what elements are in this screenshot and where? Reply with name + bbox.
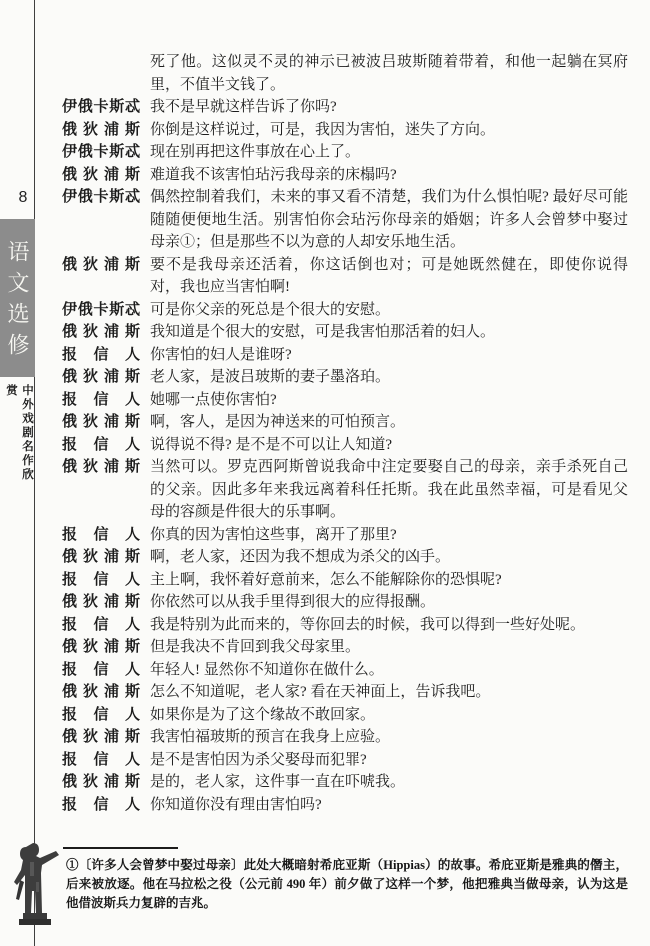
footnote-text: ①〔许多人会曾梦中娶过母亲〕此处大概暗射希庇亚斯（Hippias）的故事。希庇亚斯是雅典的僭主，后来被放逐。他在马拉松之役（公元前 490 年）前夕做了这样一个梦，他把雅典当做母亲，认为这是他借波斯兵力复辟的吉兆。 <box>66 858 628 910</box>
dialogue-text: 我不是早就这样告诉了你吗? <box>150 99 337 115</box>
dialogue-row <box>62 771 628 794</box>
speaker-name: 俄狄浦斯 <box>62 593 140 610</box>
dialogue-text: 是的，老人家，这件事一直在吓唬我。 <box>150 774 406 790</box>
speaker-name: 俄狄浦斯 <box>62 165 140 183</box>
dialogue-row <box>62 186 628 254</box>
dialogue-text: 偶然控制着我们，未来的事又看不清楚，我们为什么惧怕呢? 最好尽可能随随便便地生活。别害怕你会玷污你母亲的婚姻；许多人会曾梦中娶过母亲①；但是那些不以为意的人却安乐地生活。 <box>150 189 628 250</box>
dialogue-text: 当然可以。罗克西阿斯曾说我命中注定要娶自己的母亲，亲手杀死自己的父亲。因此多年来我远离着科任托斯。我在此虽然幸福，可是看见父母的容颜是件很大的乐事啊。 <box>150 459 628 520</box>
speaker-name: 俄狄浦斯 <box>62 368 140 385</box>
dialogue-text: 主上啊，我怀着好意前来，怎么不能解除你的恐惧呢? <box>150 571 502 588</box>
speaker-name: 报信人 <box>62 525 140 543</box>
dialogue-row <box>62 726 628 749</box>
dialogue-row <box>62 456 628 524</box>
dialogue-row <box>62 659 628 682</box>
dialogue-text: 我害怕福玻斯的预言在我身上应验。 <box>150 729 391 745</box>
dialogue-row <box>62 614 628 637</box>
dialogue-row <box>62 51 628 96</box>
dialogue-text: 你倒是这样说过，可是，我因为害怕，迷失了方向。 <box>150 121 496 138</box>
dialogue-text: 说得说不得? 是不是不可以让人知道? <box>150 436 393 453</box>
speaker-name: 伊俄卡斯忒 <box>62 188 140 205</box>
speaker-name: 俄狄浦斯 <box>62 728 140 745</box>
dialogue-row <box>62 321 628 344</box>
speaker-name: 俄狄浦斯 <box>62 458 140 475</box>
dialogue-row <box>62 299 628 322</box>
dialogue-row <box>62 389 628 412</box>
speaker-name: 报信人 <box>62 390 140 408</box>
dialogue-text: 啊，客人，是因为神送来的可怕预言。 <box>150 414 406 430</box>
dialogue-row <box>62 794 628 817</box>
dialogue-row <box>62 366 628 389</box>
dialogue-text: 你依然可以从我手里得到很大的应得报酬。 <box>150 594 436 610</box>
speaker-name: 伊俄卡斯忒 <box>62 98 140 115</box>
dialogue-row <box>62 636 628 659</box>
speaker-name: 报信人 <box>62 660 140 678</box>
dialogue-text: 你真的因为害怕这些事，离开了那里? <box>150 526 397 543</box>
subseries-title: 中外戏剧名作欣赏 <box>5 384 33 482</box>
dialogue-text: 啊，老人家，还因为我不想成为杀父的凶手。 <box>150 549 451 565</box>
dialogue-text: 死了他。这似灵不灵的神示已被波吕玻斯随着带着，和他一起躺在冥府里，不值半文钱了。 <box>150 54 628 93</box>
dialogue-text: 可是你父亲的死总是个很大的安慰。 <box>150 301 391 318</box>
footnote-divider <box>63 847 178 849</box>
speaker-name: 报信人 <box>62 615 140 633</box>
speaker-name: 俄狄浦斯 <box>62 548 140 565</box>
speaker-name: 俄狄浦斯 <box>62 255 140 273</box>
speaker-name: 报信人 <box>62 435 140 453</box>
dialogue-text: 我是特别为此而来的，等你回去的时候，我可以得到一些好处呢。 <box>150 616 586 633</box>
dialogue-row <box>62 546 628 569</box>
dialogue-row <box>62 434 628 457</box>
speaker-name: 俄狄浦斯 <box>62 638 140 655</box>
speaker-name: 俄狄浦斯 <box>62 773 140 790</box>
dialogue-row <box>62 254 628 299</box>
dialogue-text: 难道我不该害怕玷污我母亲的床榻吗? <box>150 166 397 183</box>
speaker-name: 伊俄卡斯忒 <box>62 143 140 160</box>
dialogue-text: 怎么不知道呢，老人家? 看在天神面上，告诉我吧。 <box>150 684 491 700</box>
speaker-name: 俄狄浦斯 <box>62 683 140 700</box>
speaker-name: 俄狄浦斯 <box>62 323 140 340</box>
page-number: 8 <box>18 189 28 206</box>
dialogue-text: 是不是害怕因为杀父娶母而犯罪? <box>150 751 367 768</box>
speaker-name: 俄狄浦斯 <box>62 120 140 138</box>
dialogue-text: 你害怕的妇人是谁呀? <box>150 346 292 363</box>
dialogue-row <box>62 591 628 614</box>
dialogue-row <box>62 524 628 547</box>
dialogue-text: 老人家，是波吕玻斯的妻子墨洛珀。 <box>150 369 391 385</box>
dialogue-text: 如果你是为了这个缘故不敢回家。 <box>150 706 376 723</box>
speaker-name: 报信人 <box>62 345 140 363</box>
dialogue-row <box>62 141 628 164</box>
dialogue-text: 但是我决不肯回到我父母家里。 <box>150 639 361 655</box>
speaker-name: 报信人 <box>62 795 140 813</box>
speaker-name: 报信人 <box>62 570 140 588</box>
series-badge <box>0 219 35 377</box>
dialogue-row <box>62 344 628 367</box>
dialogue-text: 现在别再把这件事放在心上了。 <box>150 144 361 160</box>
dialogue-text: 年轻人! 显然你不知道你在做什么。 <box>150 661 384 678</box>
dialogue-row <box>62 704 628 727</box>
speaker-name: 报信人 <box>62 750 140 768</box>
speaker-name: 伊俄卡斯忒 <box>62 300 140 318</box>
dialogue-row <box>62 96 628 119</box>
speaker-name: 俄狄浦斯 <box>62 413 140 430</box>
dialogue-section <box>62 51 628 816</box>
statue-icon <box>6 840 64 928</box>
speaker-name: 报信人 <box>62 705 140 723</box>
dialogue-row <box>62 411 628 434</box>
dialogue-text: 我知道是个很大的安慰，可是我害怕那活着的妇人。 <box>150 324 496 340</box>
dialogue-row <box>62 681 628 704</box>
series-title: 语文选修 <box>5 240 30 364</box>
dialogue-text: 你知道你没有理由害怕吗? <box>150 796 322 813</box>
dialogue-row <box>62 749 628 772</box>
dialogue-row <box>62 569 628 592</box>
dialogue-text: 她哪一点使你害怕? <box>150 391 277 408</box>
dialogue-text: 要不是我母亲还活着，你这话倒也对；可是她既然健在，即使你说得对，我也应当害怕啊! <box>150 256 628 295</box>
dialogue-row <box>62 164 628 187</box>
dialogue-row <box>62 119 628 142</box>
